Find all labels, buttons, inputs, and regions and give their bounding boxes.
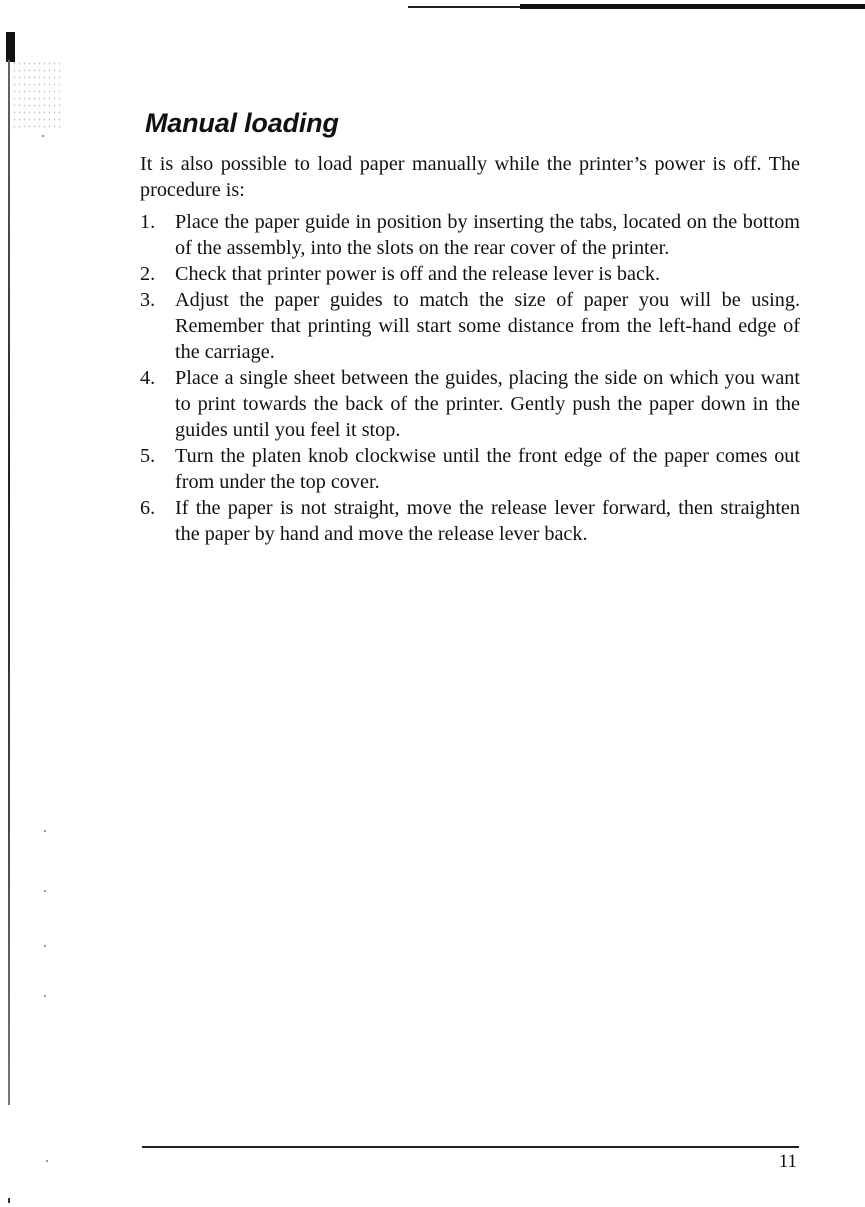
step-number: 4. xyxy=(140,367,156,389)
procedure-step xyxy=(140,495,800,547)
step-text: If the paper is not straight, move the release lever forward, then straighten the paper by hand and move the release lever back. xyxy=(175,497,800,545)
step-text: Check that printer power is off and the release lever is back. xyxy=(175,263,661,285)
section-heading: Manual loading xyxy=(145,108,339,138)
step-number: 5. xyxy=(140,445,156,467)
scan-dot xyxy=(42,135,44,137)
scan-dot xyxy=(44,890,46,892)
section-body xyxy=(140,151,800,547)
procedure-step xyxy=(140,209,800,261)
procedure-step xyxy=(140,287,800,365)
procedure-step xyxy=(140,261,800,287)
step-text: Place a single sheet between the guides, placing the side on which you want to print towards the back of the printer. Gently push the paper down in the guides until you feel it stop. xyxy=(175,367,800,441)
footer-rule xyxy=(142,1146,799,1148)
step-number: 1. xyxy=(140,211,156,233)
binding-mark xyxy=(6,32,15,62)
page-number: 11 xyxy=(778,1151,797,1172)
step-text: Adjust the paper guides to match the size of paper you will be using. Remember that printing will start some distance from the left-hand edge of the carriage. xyxy=(175,289,800,363)
step-text: Turn the platen knob clockwise until the front edge of the paper comes out from under the top cover. xyxy=(175,445,800,493)
intro-paragraph: It is also possible to load paper manually while the printer’s power is off. The procedure is: xyxy=(140,153,800,201)
binding-edge xyxy=(8,60,10,1105)
procedure-steps xyxy=(140,209,800,547)
top-rule-accent xyxy=(520,4,865,9)
step-number: 3. xyxy=(140,289,156,311)
scan-dot xyxy=(8,1198,10,1203)
step-text: Place the paper guide in position by inserting the tabs, located on the bottom of the assembly, into the slots on the rear cover of the printer. xyxy=(175,211,800,259)
procedure-step xyxy=(140,365,800,443)
step-number: 6. xyxy=(140,497,156,519)
scan-dot xyxy=(46,1160,48,1162)
scan-dot xyxy=(44,995,46,997)
scan-dot xyxy=(44,830,46,832)
scan-speckle xyxy=(12,60,62,130)
procedure-step xyxy=(140,443,800,495)
scan-dot xyxy=(44,945,46,947)
step-number: 2. xyxy=(140,263,156,285)
